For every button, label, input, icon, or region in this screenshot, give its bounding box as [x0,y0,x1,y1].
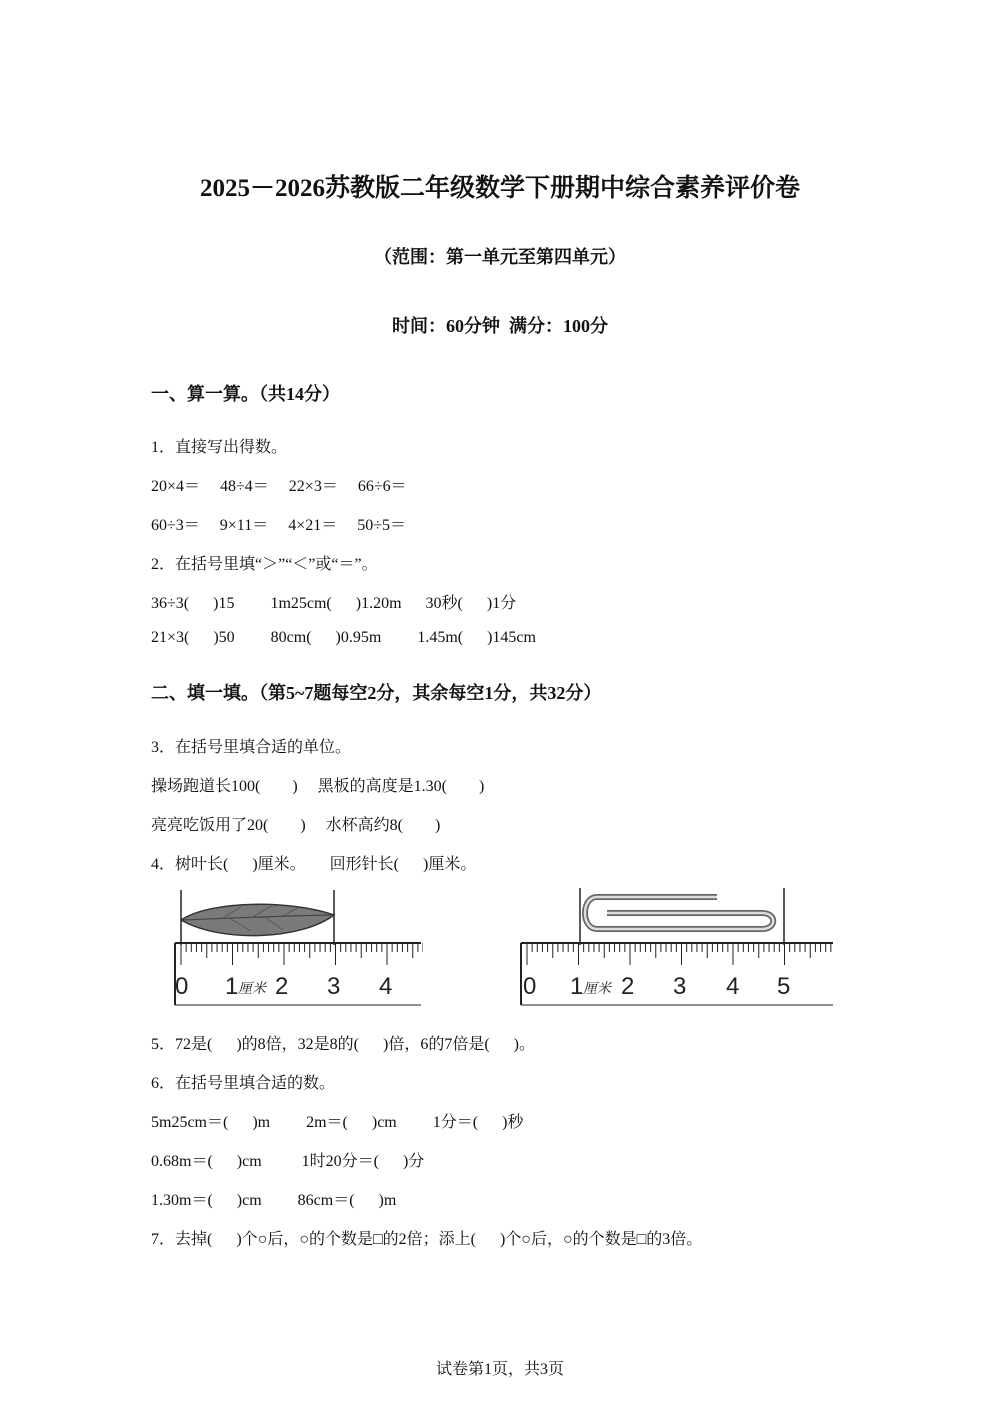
q7-text: 7．去掉( )个○后，○的个数是□的2倍；添上( )个○后，○的个数是□的3倍。 [151,1231,703,1248]
ruler-label-4: 4 [726,973,740,1000]
ruler-label-0: 0 [175,973,189,1000]
exam-scope: （范围：第一单元至第四单元） [374,247,626,267]
ruler-label-1: 1 [225,973,239,1000]
paperclip-ruler-figure [517,885,835,1012]
q1-row-1: 20×4＝ 48÷4＝ 22×3＝ 66÷6＝ [151,478,407,495]
q6-row-3: 1.30m＝( )cm 86cm＝( )m [151,1192,397,1209]
ruler-label-3: 3 [327,973,341,1000]
page-title: 2025－2026苏教版二年级数学下册期中综合素养评价卷 [199,175,800,202]
section-2-heading: 二、填一填。（第5~7题每空2分，其余每空1分，共32分） [151,683,602,703]
ruler-unit-label: 厘米 [238,981,266,997]
q2-row-1: 36÷3( )15 1m25cm( )1.20m 30秒( )1分 [151,595,517,612]
page-footer: 试卷第1页，共3页 [435,1361,564,1378]
leaf-icon [181,904,334,935]
ruler-label-2: 2 [621,973,635,1000]
ruler-label-2: 2 [275,973,289,1000]
paperclip-icon [585,897,773,929]
q2-row-2: 21×3( )50 80cm( )0.95m 1.45m( )145cm [151,629,536,646]
q6-row-1: 5m25cm＝( )m 2m＝( )cm 1分＝( )秒 [151,1114,524,1131]
q2-label: 2．在括号里填“＞”“＜”或“＝”。 [151,556,378,573]
q1-row-2: 60÷3＝ 9×11＝ 4×21＝ 50÷5＝ [151,517,407,534]
ruler-label-5: 5 [777,973,791,1000]
q6-row-2: 0.68m＝( )cm 1时20分＝( )分 [151,1153,425,1170]
ruler-label-4: 4 [379,973,393,1000]
q3-row-1: 操场跑道长100( ) 黑板的高度是1.30( ) [151,778,485,795]
q1-label: 1．直接写出得数。 [151,439,288,456]
q6-label: 6．在括号里填合适的数。 [151,1075,336,1092]
paperclip-ruler-svg [517,885,835,1007]
leaf-ruler-svg [171,885,423,1007]
q4-label: 4．树叶长( )厘米。 回形针长( )厘米。 [151,856,477,873]
section-1-heading: 一、算一算。（共14分） [151,384,340,404]
ruler-label-3: 3 [673,973,687,1000]
q3-row-2: 亮亮吃饭用了20( ) 水杯高约8( ) [151,817,441,834]
ruler-unit-label: 厘米 [583,981,611,997]
q3-label: 3．在括号里填合适的单位。 [151,739,352,756]
ruler-label-0: 0 [523,973,537,1000]
q5-text: 5．72是( )的8倍，32是8的( )倍，6的7倍是( )。 [151,1036,535,1053]
exam-time-info: 时间：60分钟 满分：100分 [392,316,608,336]
ruler-label-1: 1 [570,973,584,1000]
leaf-ruler-figure [171,885,423,1012]
